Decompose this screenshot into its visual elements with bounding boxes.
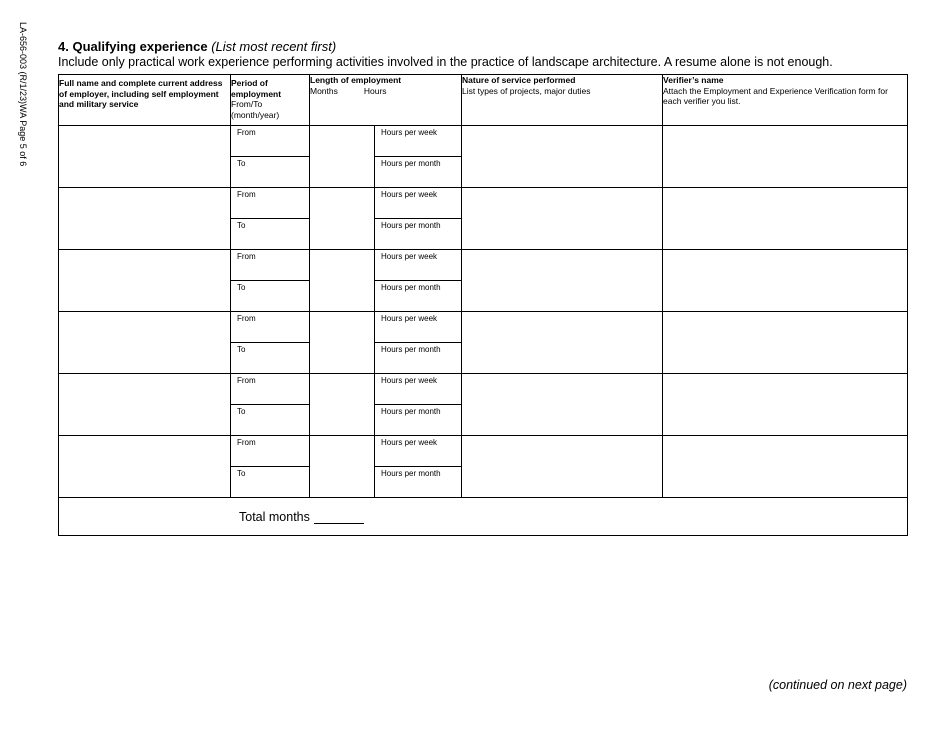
hours-per-week-label: Hours per week xyxy=(381,376,438,385)
header-period: Period of employment From/To (month/year) xyxy=(231,75,310,126)
from-label: From xyxy=(237,190,256,199)
hours-per-month-field[interactable] xyxy=(375,281,462,312)
from-field[interactable] xyxy=(231,188,310,219)
total-months-label: Total months xyxy=(239,509,310,524)
hours-per-week-label: Hours per week xyxy=(381,438,438,447)
table-header-row xyxy=(59,75,908,126)
to-field[interactable] xyxy=(231,219,310,250)
header-nature: Nature of service performed List types of projects, major duties xyxy=(462,75,663,126)
to-label: To xyxy=(237,407,246,416)
entry-row xyxy=(59,312,908,343)
hours-per-week-field[interactable] xyxy=(375,436,462,467)
hours-per-month-label: Hours per month xyxy=(381,345,441,354)
hours-per-week-label: Hours per week xyxy=(381,128,438,137)
employer-field[interactable] xyxy=(59,312,231,374)
hours-per-week-field[interactable] xyxy=(375,312,462,343)
total-months-cell xyxy=(59,498,908,536)
employer-field[interactable] xyxy=(59,374,231,436)
months-field[interactable] xyxy=(310,126,375,188)
entry-row xyxy=(59,126,908,157)
hours-per-week-field[interactable] xyxy=(375,250,462,281)
employer-field[interactable] xyxy=(59,250,231,312)
nature-field[interactable] xyxy=(462,312,663,374)
months-field[interactable] xyxy=(310,188,375,250)
hours-per-week-field[interactable] xyxy=(375,374,462,405)
entry-row xyxy=(59,250,908,281)
from-field[interactable] xyxy=(231,312,310,343)
hours-per-month-field[interactable] xyxy=(375,157,462,188)
hours-per-month-field[interactable] xyxy=(375,343,462,374)
form-id-label: LA-656-003 (R/1/23)WA Page 5 of 6 xyxy=(18,22,28,167)
hours-per-week-label: Hours per week xyxy=(381,252,438,261)
hours-per-month-label: Hours per month xyxy=(381,159,441,168)
verifier-field[interactable] xyxy=(663,188,908,250)
section-heading xyxy=(58,39,336,54)
hours-per-month-label: Hours per month xyxy=(381,221,441,230)
nature-field[interactable] xyxy=(462,250,663,312)
entry-row xyxy=(59,188,908,219)
entry-row xyxy=(59,436,908,467)
to-label: To xyxy=(237,469,246,478)
section-title: 4. Qualifying experience xyxy=(58,39,208,54)
to-field[interactable] xyxy=(231,343,310,374)
section-note: (List most recent first) xyxy=(211,39,337,54)
months-field[interactable] xyxy=(310,374,375,436)
employer-field[interactable] xyxy=(59,436,231,498)
from-label: From xyxy=(237,314,256,323)
nature-field[interactable] xyxy=(462,436,663,498)
hours-per-month-label: Hours per month xyxy=(381,283,441,292)
total-months-field[interactable] xyxy=(314,511,364,524)
hours-per-week-field[interactable] xyxy=(375,188,462,219)
to-label: To xyxy=(237,283,246,292)
hours-per-month-label: Hours per month xyxy=(381,407,441,416)
verifier-field[interactable] xyxy=(663,250,908,312)
section-instruction: Include only practical work experience performing activities involved in the practice of landscape architecture. A resume alone is not enough. xyxy=(58,55,833,69)
entry-row xyxy=(59,374,908,405)
hours-per-month-field[interactable] xyxy=(375,405,462,436)
hours-per-week-field[interactable] xyxy=(375,126,462,157)
hours-per-month-field[interactable] xyxy=(375,219,462,250)
months-field[interactable] xyxy=(310,312,375,374)
total-row xyxy=(59,498,908,536)
to-label: To xyxy=(237,159,246,168)
from-field[interactable] xyxy=(231,126,310,157)
from-label: From xyxy=(237,128,256,137)
verifier-field[interactable] xyxy=(663,436,908,498)
months-field[interactable] xyxy=(310,436,375,498)
nature-field[interactable] xyxy=(462,188,663,250)
nature-field[interactable] xyxy=(462,126,663,188)
to-field[interactable] xyxy=(231,281,310,312)
hours-per-week-label: Hours per week xyxy=(381,190,438,199)
experience-table xyxy=(58,74,908,536)
to-label: To xyxy=(237,221,246,230)
hours-per-month-field[interactable] xyxy=(375,467,462,498)
to-field[interactable] xyxy=(231,405,310,436)
verifier-field[interactable] xyxy=(663,312,908,374)
to-label: To xyxy=(237,345,246,354)
months-field[interactable] xyxy=(310,250,375,312)
hours-per-month-label: Hours per month xyxy=(381,469,441,478)
from-label: From xyxy=(237,376,256,385)
hours-per-week-label: Hours per week xyxy=(381,314,438,323)
from-field[interactable] xyxy=(231,436,310,467)
verifier-field[interactable] xyxy=(663,126,908,188)
employer-field[interactable] xyxy=(59,188,231,250)
employer-field[interactable] xyxy=(59,126,231,188)
header-length: Length of employment Months Hours xyxy=(310,75,462,126)
header-employer: Full name and complete current address of employer, including self employment and military service xyxy=(59,75,231,126)
from-field[interactable] xyxy=(231,250,310,281)
to-field[interactable] xyxy=(231,467,310,498)
from-field[interactable] xyxy=(231,374,310,405)
to-field[interactable] xyxy=(231,157,310,188)
verifier-field[interactable] xyxy=(663,374,908,436)
from-label: From xyxy=(237,252,256,261)
header-verifier: Verifier’s name Attach the Employment and Experience Verification form for each verifier you list. xyxy=(663,75,908,126)
nature-field[interactable] xyxy=(462,374,663,436)
continued-note: (continued on next page) xyxy=(768,678,907,692)
from-label: From xyxy=(237,438,256,447)
